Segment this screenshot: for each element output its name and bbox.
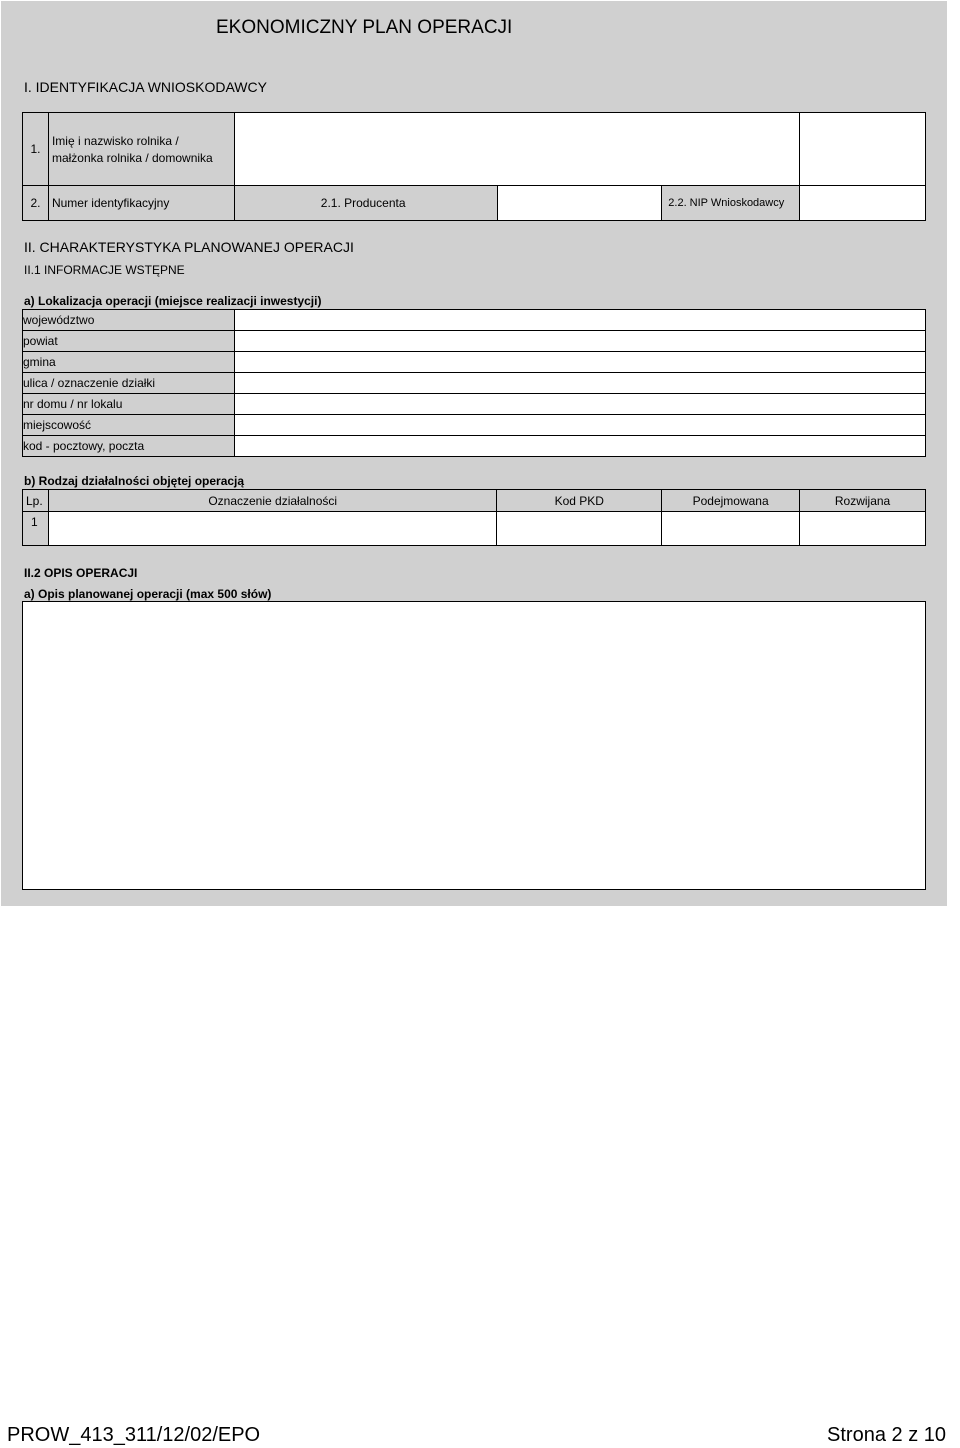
page-title: EKONOMICZNY PLAN OPERACJI xyxy=(216,17,513,38)
activity-table xyxy=(22,489,926,546)
started-field[interactable] xyxy=(662,512,800,546)
description-textarea[interactable] xyxy=(22,601,926,890)
postal-code-field[interactable] xyxy=(235,436,926,457)
section-2-heading: II. CHARAKTERYSTYKA PLANOWANEJ OPERACJI xyxy=(24,239,354,255)
house-number-field[interactable] xyxy=(235,394,926,415)
location-label-district: powiat xyxy=(23,331,235,352)
col-developed-header: Rozwijana xyxy=(800,490,926,512)
row-1-label-line1: Imię i nazwisko rolnika / xyxy=(51,133,179,148)
location-label-house: nr domu / nr lokalu xyxy=(23,394,235,415)
producer-number-field[interactable] xyxy=(497,186,662,221)
applicant-table xyxy=(22,112,926,186)
nip-field[interactable] xyxy=(800,186,926,221)
page-number: Strona 2 z 10 xyxy=(827,1424,946,1446)
document-code: PROW_413_311/12/02/EPO xyxy=(7,1424,261,1446)
section-1-heading: I. IDENTYFIKACJA WNIOSKODAWCY xyxy=(24,79,267,95)
section-2-1-heading: II.1 INFORMACJE WSTĘPNE xyxy=(24,263,185,277)
voivodeship-field[interactable] xyxy=(235,310,926,331)
col-started-header: Podejmowana xyxy=(662,490,800,512)
description-heading: a) Opis planowanej operacji (max 500 słów) xyxy=(24,587,272,601)
location-label-commune: gmina xyxy=(23,352,235,373)
row-2-number: 2. xyxy=(23,186,49,221)
location-heading: a) Lokalizacja operacji (miejsce realizacji inwestycji) xyxy=(24,294,322,308)
developed-field[interactable] xyxy=(800,512,926,546)
row-1-number: 1. xyxy=(23,113,49,186)
location-label-street: ulica / oznaczenie działki xyxy=(23,373,235,394)
location-label-town: miejscowość xyxy=(23,415,235,436)
applicant-name-field[interactable] xyxy=(234,113,799,186)
commune-field[interactable] xyxy=(235,352,926,373)
col-lp-header: Lp. xyxy=(23,490,49,512)
activity-row-number: 1 xyxy=(23,512,49,546)
district-field[interactable] xyxy=(235,331,926,352)
applicant-extra-field[interactable] xyxy=(800,113,926,186)
producer-label: 2.1. Producenta xyxy=(234,186,497,221)
location-label-voivodeship: województwo xyxy=(23,310,235,331)
street-field[interactable] xyxy=(235,373,926,394)
pkd-code-field[interactable] xyxy=(497,512,662,546)
col-activity-header: Oznaczenie działalności xyxy=(48,490,496,512)
activity-heading: b) Rodzaj działalności objętej operacją xyxy=(24,474,245,488)
section-2-2-heading: II.2 OPIS OPERACJI xyxy=(24,566,138,580)
row-1-label-line2: małżonka rolnika / domownika xyxy=(51,150,213,165)
location-table xyxy=(22,309,926,457)
town-field[interactable] xyxy=(235,415,926,436)
activity-name-field[interactable] xyxy=(48,512,496,546)
location-label-postal: kod - pocztowy, poczta xyxy=(23,436,235,457)
row-1-label xyxy=(48,113,234,186)
id-number-table xyxy=(22,185,926,221)
nip-label: 2.2. NIP Wnioskodawcy xyxy=(662,186,800,221)
col-pkd-header: Kod PKD xyxy=(497,490,662,512)
row-2-label: Numer identyfikacyjny xyxy=(48,186,234,221)
